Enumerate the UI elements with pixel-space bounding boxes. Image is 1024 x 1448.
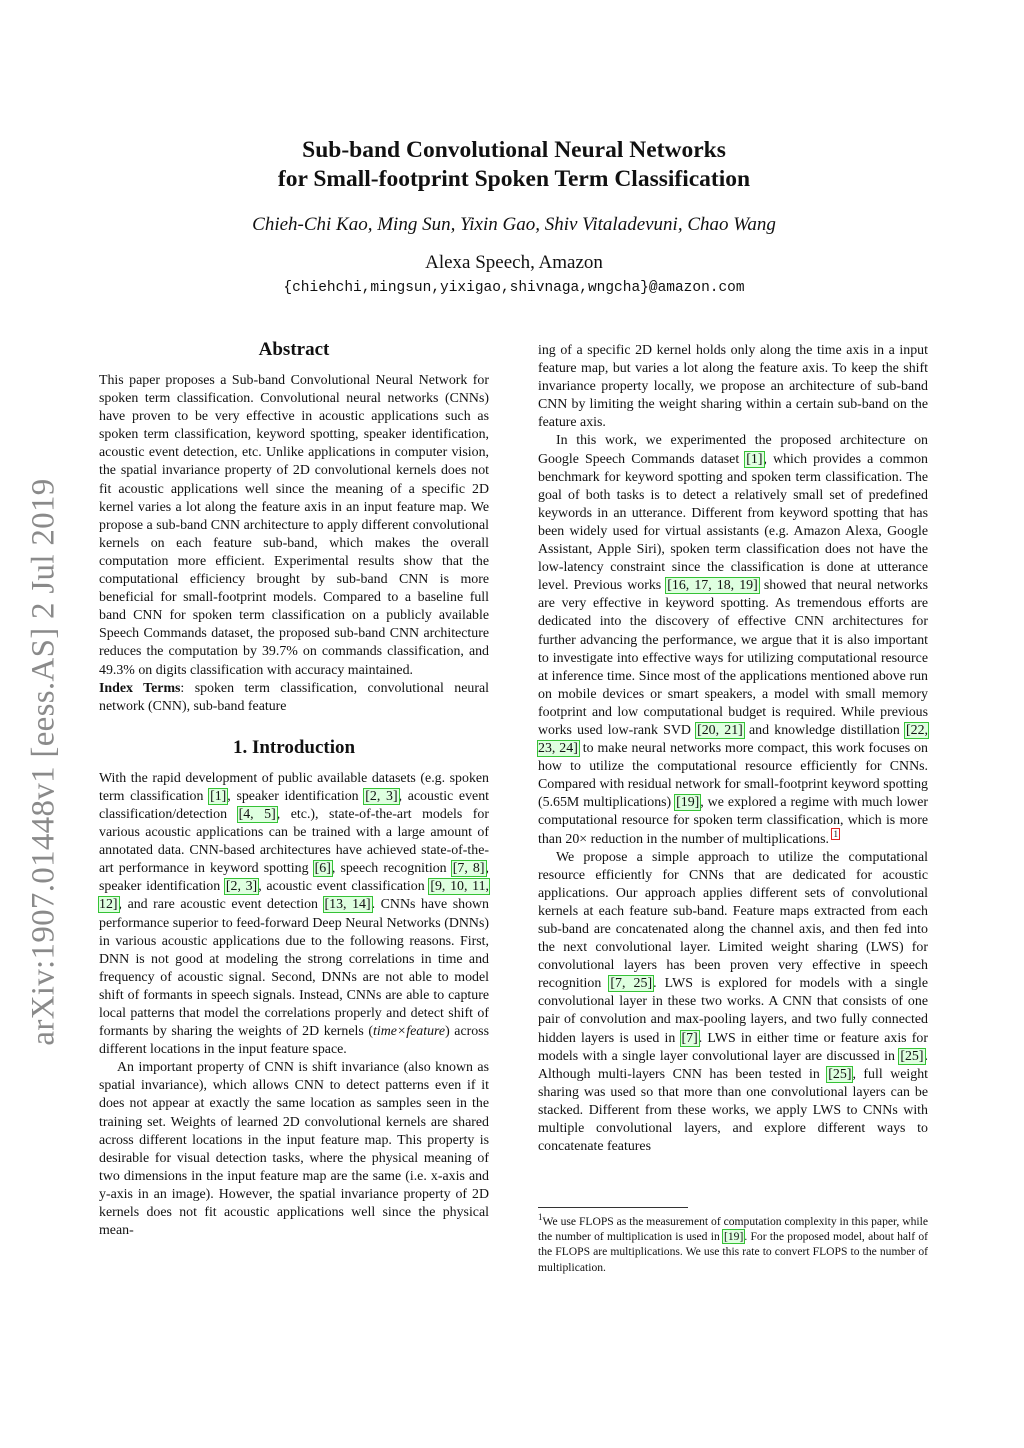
citation-link[interactable]: [4, 5] [238,806,276,822]
author-emails: {chiehchi,mingsun,yixigao,shivnaga,wngcha}@amazon.com [283,280,745,296]
right-p2-text: In this work, we experimented the proposed architecture on Google Speech Commands dataset [538,433,928,467]
right-p3-text: . LWS in either time or feature axis for models with a single layer convolutional layer are discussed in [538,1030,928,1064]
author-list: Chieh-Chi Kao, Ming Sun, Yixin Gao, Shiv Vitaladevuni, Chao Wang [252,214,776,235]
citation-link[interactable]: [2, 3] [365,788,398,804]
right-p2-text: , we explored a regime with much lower computational resource for spoken term classification, which is more than 20× reduction in the number of multiplications. [538,795,928,847]
paper-header [100,136,928,296]
footnote-divider [538,1207,688,1208]
footnote [538,1214,928,1275]
citation-link[interactable]: [7, 8] [452,861,485,877]
footnote-text: . For the proposed model, about half of the FLOPS are multiplications. We use this rate to convert FLOPS to the number of multiplication. [538,1230,928,1274]
paper-title [100,136,928,194]
intro-paragraph-1 [99,770,489,1060]
intro-p1-text: , speaker identification [227,788,365,804]
footnote-mark: 1 [538,1212,543,1223]
citation-link[interactable]: [20, 21] [697,722,743,738]
intro-p1-text: . CNNs have shown performance superior to feed-forward Deep Neural Networks (DNNs) in various acoustic applications due to the following reasons. First, DNN is not good at modeling the strong correlations in time and frequency of acoustic signal. Second, DNNs are not able to model shift of formants in speech signals. Instead, CNNs are able to capture local patterns that model the correlations properly and detect shift of formants by sharing the weights of 2D kernels ( [99,897,489,1040]
intro-p1-text: , and rare acoustic event detection [118,897,324,913]
right-p3-text: . Although multi-layers CNN has been tested in [538,1048,928,1082]
index-terms-text: : spoken term classification, convolutional neural network (CNN), sub-band feature [99,680,489,714]
index-terms-label: Index Terms [99,680,181,696]
kernel-dimension-term: time×feature [372,1024,446,1040]
index-terms [99,680,489,716]
intro-p2-text: An important property of CNN is shift invariance (also known as spatial invariance), which allows CNN to detect patterns even if it does not appear at exactly the same location as samples seen in the training set. Weights of learned 2D convolutional kernels are shared across different locations in the input feature map. This property is desirable for visual detection tasks, where the physical meaning of two dimensions in the input feature map are the same (i.e. x-axis and y-axis in an image). However, the spatial invariance property of 2D kernels does not fit acoustic applications well since the physical mean- [99,1060,489,1239]
intro-p1-text: , etc.), state-of-the-art models for various acoustic applications can be trained with a large amount of annotated data. CNN-based architectures have achieved state-of-the-art performance in keyword spotting [99,806,489,877]
title-line-2: for Small-footprint Spoken Term Classification [277,166,751,192]
abstract-body: This paper proposes a Sub-band Convolutional Neural Network for spoken term classification. Convolutional neural networks (CNNs) have proven to be very effective in acoustic applications such as spoken term classification, keyword spotting, speaker identification, acoustic event detection, etc. Unlike applications in computer vision, the spatial invariance property of 2D convolutional kernels does not fit acoustic applications well since the meaning of a specific 2D kernel varies a lot along the feature axis in an input feature map. We propose a sub-band CNN architecture to apply different convolutional kernels on each feature sub-band, which makes the overall computation more efficient. Experimental results show that the computational efficiency brought by sub-band CNN is more beneficial for small-footprint models. Compared to a baseline full band CNN for spoken term classification on a publicly available Speech Commands dataset, the proposed sub-band CNN architecture reduces the computation by 39.7% on commands classification, and 49.3% on digits classification with accuracy maintained. [99,373,489,678]
footnote-reference-link[interactable]: 1 [833,828,838,839]
citation-link[interactable]: [25] [828,1066,852,1082]
right-paragraph-3 [538,849,928,1157]
citation-link[interactable]: [1] [210,788,227,804]
right-column [538,342,928,1156]
title-line-1: Sub-band Convolutional Neural Networks [302,137,726,163]
intro-p1-text: , acoustic event classification/detection [99,788,489,822]
right-paragraph-1 [538,342,928,432]
citation-link[interactable]: [1] [746,451,763,467]
citation-link[interactable]: [13, 14] [324,897,371,913]
intro-p1-text: , speaker identification [99,861,489,895]
introduction-heading: 1. Introduction [232,736,356,758]
citation-link[interactable]: [19] [676,795,700,811]
citation-link[interactable]: [7, 25] [610,976,653,992]
right-paragraph-2 [538,432,928,848]
citation-link[interactable]: [25] [900,1048,924,1064]
right-p1-text: ing of a specific 2D kernel holds only along the time axis in a input feature map, but varies a lot along the feature axis. To keep the shift invariance property locally, we propose an architecture of sub-band CNN by limiting the weight sharing within a certain sub-band on the feature axis. [538,343,928,431]
citation-link[interactable]: [19] [723,1230,744,1244]
citation-link[interactable]: [16, 17, 18, 19] [667,578,758,594]
arxiv-identifier-stamp [24,462,64,1062]
left-column [99,338,489,1240]
abstract-text [99,372,489,680]
arxiv-identifier-text: arXiv:1907.01448v1 [eess.AS] 2 Jul 2019 [25,478,62,1046]
intro-p1-text: With the rapid development of public available datasets (e.g. spoken term classification [99,770,489,804]
intro-p1-text: ) across different locations in the input feature space. [99,1024,489,1058]
citation-link[interactable]: [2, 3] [225,879,258,895]
intro-p1-text: , speech recognition [331,861,452,877]
citation-link[interactable]: [7] [681,1030,698,1046]
right-p2-text: , which provides a common benchmark for keyword spotting and spoken term classification. The goal of both tasks is to detect a relatively small set of predefined keywords in an utterance. Different from keyword spotting that has been widely used for virtual assistants (e.g. Amazon Alexa, Google Assistant, Apple Siri), spoken term classification does not have the low-latency constraint since the classification is done at utterance level. Previous works [538,451,928,594]
intro-p1-text: , acoustic event classification [258,879,430,895]
right-p2-text: to make neural networks more compact, this work focuses on how to utilize the computational resource efficiently for CNNs. Compared with residual network for small-footprint keyword spotting (5.65M multiplications) [538,741,928,811]
right-p2-text: showed that neural networks are very effective in keyword spotting. As tremendous efforts are dedicated into the discovery of effective CNN architectures for further advancing the performance, we argue that it is also important to investigate into effective ways for utilizing computational resource at inference time. Since most of the applications mentioned above run on mobile devices or smart speakers, a model with small memory footprint and low computational budget is required. While previous works used low-rank SVD [538,578,928,738]
footnote-text: We use FLOPS as the measurement of computation complexity in this paper, while the number of multiplication is used in [538,1215,928,1244]
right-p2-text: and knowledge distillation [743,722,905,738]
abstract-heading: Abstract [258,339,330,360]
citation-link[interactable]: [6] [314,861,331,877]
right-p3-text: We propose a simple approach to utilize the computational resource efficiently for CNNs that are dedicated for acoustic applications. Our approach applies different sets of convolutional kernels at each feature sub-band. Feature maps extracted from each sub-band are concatenated along the channel axis, and then fed into the next convolutional layer. Limited weight sharing (LWS) for convolutional layers has been proven very effective in speech recognition [538,849,928,992]
citation-link[interactable]: [9, 10, 11, 12] [99,879,490,913]
right-p3-text: . LWS is explored for models with a single convolutional layer in these two works. A CNN that consists of one pair of convolution and max-pooling layers, and two fully connected hidden layers is used in [538,976,928,1046]
affiliation: Alexa Speech, Amazon [425,252,603,273]
intro-paragraph-2 [99,1059,489,1240]
right-p3-text: , full weight sharing was used so that more than one convolutional layers can be stacked. Different from these works, we apply LWS to CNNs with multiple convolutional layers, and explore different ways to concatenate features [538,1066,928,1155]
citation-link[interactable]: [22, 23, 24] [538,722,928,757]
